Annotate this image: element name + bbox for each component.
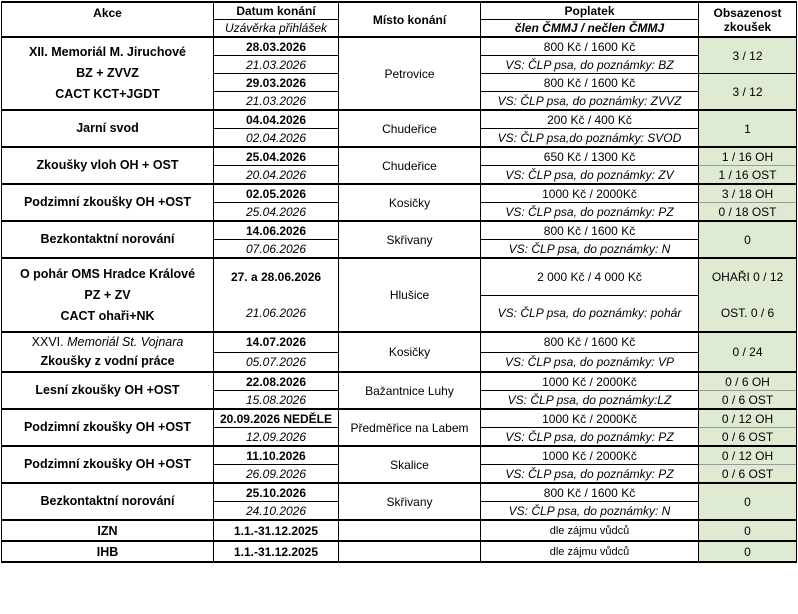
event-place: Předměřice na Labem [339,409,481,446]
event-place [339,541,481,562]
event-name: IZN [2,520,214,541]
event-name [2,37,214,110]
event-vs: VS: ČLP psa, do poznámky: N [481,502,699,521]
event-deadline: 26.09.2026 [214,465,339,484]
event-place: Chudeřice [339,110,481,147]
event-fee: 800 Kč / 1600 Kč [481,74,699,92]
event-date: 22.08.2026 [214,372,339,391]
event-fee: 1000 Kč / 2000Kč [481,184,699,203]
event-name: Jarní svod [2,110,214,147]
event-occupancy-oh: 0 / 12 OH [699,409,797,428]
event-occupancy-ost: 1 / 16 OST [699,166,797,185]
col-header-datum: Datum konání [214,2,339,20]
table-row [2,541,797,562]
col-header-misto: Místo konání [339,2,481,37]
col-header-uzaverka: Uzávěrka přihlášek [214,20,339,38]
event-occupancy: 0 [699,541,797,562]
event-vs: VS: ČLP psa, do poznámky: pohár [481,295,699,332]
event-date: 25.10.2026 [214,483,339,502]
event-vs: VS: ČLP psa, do poznámky: PZ [481,465,699,484]
event-vs: VS: ČLP psa, do poznámky:LZ [481,391,699,410]
table-row [2,221,797,240]
event-deadline: 05.07.2026 [214,352,339,372]
table-row [2,372,797,391]
event-occupancy: 0 [699,483,797,520]
event-fee: 800 Kč / 1600 Kč [481,221,699,240]
event-fee: 800 Kč / 1600 Kč [481,483,699,502]
event-occupancy: 0 [699,221,797,258]
table-row [2,520,797,541]
event-name: Bezkontaktní norování [2,483,214,520]
event-place: Hlušice [339,258,481,332]
event-deadline: 21.03.2026 [214,56,339,74]
table-row [2,409,797,428]
event-occupancy-ost: 0 / 6 OST [699,465,797,484]
event-occupancy-oh: 0 / 6 OH [699,372,797,391]
event-vs: VS: ČLP psa, do poznámky: N [481,240,699,259]
event-place: Skřivany [339,221,481,258]
event-fee: dle zájmu vůdců [481,520,699,541]
table-row [2,258,797,295]
event-occupancy-ohari: OHAŘI 0 / 12 [699,258,797,295]
event-name-line: O pohár OMS Hradce Králové [19,266,196,281]
event-vs: VS: ČLP psa, do poznámky: PZ [481,428,699,447]
event-name-line: XII. Memoriál M. Jiruchové [29,45,186,59]
event-occupancy: 1 [699,110,797,147]
event-name: Podzimní zkoušky OH +OST [2,409,214,446]
event-name: Bezkontaktní norování [2,221,214,258]
table-row [2,37,797,56]
event-name: Lesní zkoušky OH +OST [2,372,214,409]
event-place: Bažantnice Luhy [339,372,481,409]
event-fee: dle zájmu vůdců [481,541,699,562]
event-date: 28.03.2026 [214,37,339,56]
event-date: 14.06.2026 [214,221,339,240]
event-name: Podzimní zkoušky OH +OST [2,446,214,483]
event-fee: 1000 Kč / 2000Kč [481,446,699,465]
event-occupancy-ost: 0 / 6 OST [699,391,797,410]
event-date: 29.03.2026 [214,74,339,92]
event-vs: VS: ČLP psa, do poznámky: VP [481,352,699,372]
table-row [2,446,797,465]
event-place: Skalice [339,446,481,483]
table-row [2,184,797,203]
event-occupancy-ost: 0 / 18 OST [699,203,797,222]
col-header-obsazenost [699,2,797,37]
event-name [2,258,214,332]
event-date: 1.1.-31.12.2025 [214,520,339,541]
event-name-line: Zkoušky z vodní práce [40,354,175,368]
event-deadline: 20.04.2026 [214,166,339,185]
event-fee: 2 000 Kč / 4 000 Kč [481,258,699,295]
event-date: 1.1.-31.12.2025 [214,541,339,562]
event-place: Petrovice [339,37,481,110]
event-occupancy: 3 / 12 [699,74,797,111]
event-deadline: 12.09.2026 [214,428,339,447]
col-header-poplatek: Poplatek [481,2,699,20]
event-name: Podzimní zkoušky OH +OST [2,184,214,221]
event-fee: 1000 Kč / 2000Kč [481,409,699,428]
event-occupancy-ost: 0 / 6 OST [699,428,797,447]
event-fee: 800 Kč / 1600 Kč [481,37,699,56]
event-place [339,520,481,541]
event-name-line: CACT ohaři+NK [60,308,155,323]
table-row [2,110,797,129]
event-name [2,332,214,372]
event-fee: 200 Kč / 400 Kč [481,110,699,129]
table-row [2,147,797,166]
event-occupancy-oh: 0 / 12 OH [699,446,797,465]
event-vs: VS: ČLP psa, do poznámky: BZ [481,56,699,74]
event-occupancy: 3 / 12 [699,37,797,74]
event-date: 11.10.2026 [214,446,339,465]
table-row [2,332,797,352]
event-place: Chudeřice [339,147,481,184]
event-vs: VS: ČLP psa,do poznámky: SVOD [481,129,699,148]
event-name-line: BZ + ZVVZ [76,66,139,80]
event-vs: VS: ČLP psa, do poznámky: ZVVZ [481,92,699,111]
col-header-akce: Akce [2,2,214,37]
event-date: 02.05.2026 [214,184,339,203]
event-deadline: 21.06.2026 [214,295,339,332]
event-occupancy: 0 / 24 [699,332,797,372]
event-place: Skřivany [339,483,481,520]
event-place: Kosičky [339,184,481,221]
event-date: 27. a 28.06.2026 [214,258,339,295]
event-date: 20.09.2026 NEDĚLE [214,409,339,428]
event-deadline: 25.04.2026 [214,203,339,222]
event-vs: VS: ČLP psa, do poznámky: ZV [481,166,699,185]
events-table [1,1,797,563]
event-fee: 800 Kč / 1600 Kč [481,332,699,352]
event-name-line: CACT KCT+JGDT [55,87,160,101]
event-fee: 1000 Kč / 2000Kč [481,372,699,391]
event-place: Kosičky [339,332,481,372]
table-row [2,483,797,502]
event-deadline: 02.04.2026 [214,129,339,148]
event-deadline: 24.10.2026 [214,502,339,521]
event-date: 25.04.2026 [214,147,339,166]
event-date: 04.04.2026 [214,110,339,129]
obsazenost-line1: Obsazenost [713,5,782,20]
event-date: 14.07.2026 [214,332,339,352]
event-deadline: 21.03.2026 [214,92,339,111]
event-occupancy: 0 [699,520,797,541]
event-fee: 650 Kč / 1300 Kč [481,147,699,166]
event-name: IHB [2,541,214,562]
event-occupancy-oh: 3 / 18 OH [699,184,797,203]
event-name: Zkoušky vloh OH + OST [2,147,214,184]
event-occupancy-oh: 1 / 16 OH [699,147,797,166]
event-name-prefix: XXVI. [31,335,68,349]
event-occupancy-ost: OST. 0 / 6 [699,295,797,332]
event-vs: VS: ČLP psa, do poznámky: PZ [481,203,699,222]
obsazenost-line2: zkoušek [723,19,772,34]
event-name-line: PZ + ZV [84,287,131,302]
event-name-italic: Memoriál St. Vojnara [67,335,184,349]
col-header-poplatek-sub: člen ČMMJ / nečlen ČMMJ [481,20,699,38]
event-deadline: 15.08.2026 [214,391,339,410]
event-deadline: 07.06.2026 [214,240,339,259]
